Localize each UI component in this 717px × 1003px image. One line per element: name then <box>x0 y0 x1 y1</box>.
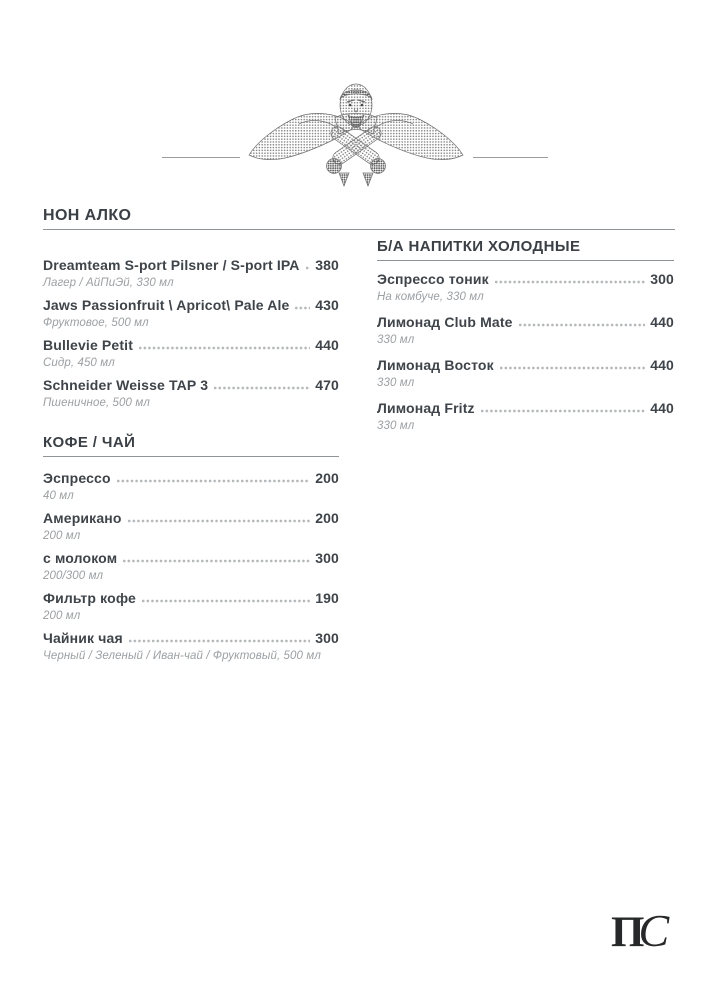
section-items-cold-soft-drinks <box>377 271 674 433</box>
hero-divider-right-line <box>473 157 548 158</box>
brand-logo <box>611 905 670 956</box>
item-name: Dreamteam S-port Pilsner / S-port IPA <box>43 257 300 273</box>
dot-leader <box>123 551 310 563</box>
brand-letter-p: П <box>611 909 644 956</box>
menu-item <box>43 377 339 410</box>
item-name: Американо <box>43 510 122 526</box>
item-desc: На комбуче, 330 мл <box>377 291 484 303</box>
item-name: Bullevie Petit <box>43 337 134 353</box>
item-name: Лимонад Восток <box>377 357 494 373</box>
dot-leader <box>500 358 645 370</box>
item-price: 440 <box>650 400 674 416</box>
item-name: Эспрессо <box>43 470 111 486</box>
item-price: 200 <box>315 470 339 486</box>
section-items-coffee-tea <box>43 470 339 663</box>
menu-item <box>43 550 339 583</box>
item-name: Jaws Passionfruit \ Apricot\ Pale Ale <box>43 297 290 313</box>
dot-leader <box>306 258 311 270</box>
menu-item <box>377 357 674 390</box>
item-desc: 200/300 мл <box>43 570 104 582</box>
item-desc: 200 мл <box>43 610 81 622</box>
item-price: 440 <box>650 357 674 373</box>
section-items-non-alco <box>43 257 339 410</box>
menu-item <box>43 297 339 330</box>
item-desc: Черный / Зеленый / Иван-чай / Фруктовый, 500 мл <box>43 650 321 662</box>
right-column <box>377 238 674 443</box>
dot-leader <box>495 272 645 284</box>
dot-leader <box>117 471 311 483</box>
item-desc: 330 мл <box>377 377 415 389</box>
item-desc: 330 мл <box>377 420 415 432</box>
item-name: с молоком <box>43 550 118 566</box>
item-price: 440 <box>315 337 339 353</box>
item-price: 440 <box>650 314 674 330</box>
menu-item <box>43 590 339 623</box>
section-title-cold-soft-drinks: Б/А НАПИТКИ ХОЛОДНЫЕ <box>377 238 674 261</box>
hero-divider-left-line <box>162 157 240 158</box>
menu-item <box>43 470 339 503</box>
menu-item <box>43 630 339 663</box>
item-name: Лимонад Fritz <box>377 400 475 416</box>
dot-leader <box>129 631 310 643</box>
item-price: 300 <box>315 630 339 646</box>
item-desc: Фруктовое, 500 мл <box>43 317 149 329</box>
dot-leader <box>139 338 310 350</box>
item-price: 190 <box>315 590 339 606</box>
item-desc: 330 мл <box>377 334 415 346</box>
item-desc: Пшеничное, 500 мл <box>43 397 150 409</box>
dot-leader <box>128 511 311 523</box>
item-name: Фильтр кофе <box>43 590 136 606</box>
dot-leader <box>295 298 310 310</box>
item-price: 430 <box>315 297 339 313</box>
item-price: 200 <box>315 510 339 526</box>
menu-item <box>43 257 339 290</box>
menu-item <box>377 314 674 347</box>
item-price: 300 <box>315 550 339 566</box>
item-desc: 40 мл <box>43 490 74 502</box>
item-desc: Лагер / АйПиЭй, 330 мл <box>43 277 174 289</box>
section-title-coffee-tea: КОФЕ / ЧАЙ <box>43 434 339 457</box>
menu-item <box>377 400 674 433</box>
item-desc: Сидр, 450 мл <box>43 357 115 369</box>
left-column <box>43 206 339 670</box>
item-price: 470 <box>315 377 339 393</box>
item-name: Лимонад Club Mate <box>377 314 513 330</box>
dot-leader <box>481 401 646 413</box>
item-name: Эспрессо тоник <box>377 271 489 287</box>
item-name: Schneider Weisse TAP 3 <box>43 377 209 393</box>
menu-item <box>43 337 339 370</box>
section-title-non-alco: НОН АЛКО <box>43 207 132 224</box>
item-price: 380 <box>315 257 339 273</box>
strongman-engraving-illustration <box>247 82 465 188</box>
menu-item <box>43 510 339 543</box>
brand-letter-c: С <box>638 905 670 956</box>
item-desc: 200 мл <box>43 530 81 542</box>
item-price: 300 <box>650 271 674 287</box>
item-name: Чайник чая <box>43 630 123 646</box>
dot-leader <box>142 591 310 603</box>
dot-leader <box>214 378 310 390</box>
dot-leader <box>519 315 646 327</box>
menu-item <box>377 271 674 304</box>
